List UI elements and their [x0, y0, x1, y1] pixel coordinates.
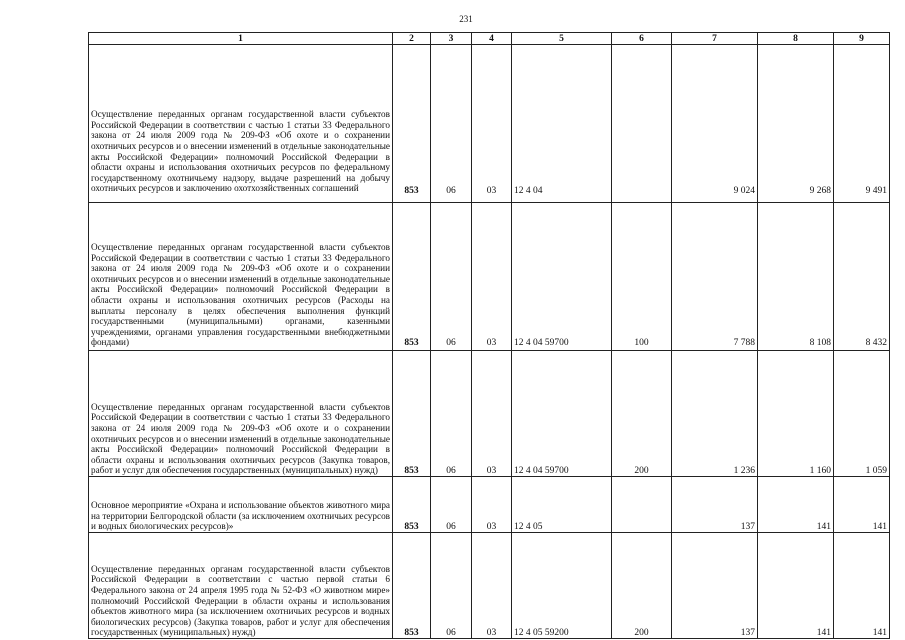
cell-amount-year-3: 1 059 [834, 351, 890, 477]
cell-expense-type: 200 [612, 533, 672, 639]
header-row [89, 33, 890, 45]
column-header-5: 5 [512, 33, 612, 45]
cell-amount-year-2: 141 [758, 477, 834, 533]
cell-amount-year-1: 137 [672, 477, 758, 533]
column-header-3: 3 [431, 33, 472, 45]
cell-admin-code: 853 [393, 45, 431, 203]
cell-section: 06 [431, 45, 472, 203]
cell-subsection: 03 [472, 351, 512, 477]
cell-target-article: 12 4 05 [512, 477, 612, 533]
row-description: Осуществление переданных органам государственной власти субъектов Российской Федерации в соответствии с частью 1 статьи 33 Федерального закона от 24 июля 2009 года № 209-ФЗ «Об охоте и о сохранении охотничьих ресурсов и о внесении изменений в отдельные законодательные акты Российской Федерации» полномочий Российской Федерации в области охраны и использования охотничьих ресурсов (Закупка товаров, работ и услуг для обеспечения государственных (муниципальных) нужд) [89, 351, 393, 477]
column-header-2: 2 [393, 33, 431, 45]
cell-target-article: 12 4 04 59700 [512, 203, 612, 351]
cell-amount-year-3: 141 [834, 533, 890, 639]
column-header-7: 7 [672, 33, 758, 45]
table-row [89, 351, 890, 477]
table-row [89, 477, 890, 533]
cell-admin-code: 853 [393, 533, 431, 639]
cell-expense-type: 200 [612, 351, 672, 477]
budget-table [88, 32, 890, 639]
cell-admin-code: 853 [393, 203, 431, 351]
cell-expense-type [612, 477, 672, 533]
row-description: Осуществление переданных органам государственной власти субъектов Российской Федерации в соответствии с частью 1 статьи 33 Федерального закона от 24 июля 2009 года № 209-ФЗ «Об охоте и о сохранении охотничьих ресурсов и о внесении изменений в отдельные законодательные акты Российской Федерации» полномочий Российской Федерации в области охраны и использования охотничьих ресурсов (Расходы на выплаты персоналу в целях обеспечения выполнения функций государственными (муниципальными) органами, казенными учреждениями, органами управления государственными внебюджетными фондами) [89, 203, 393, 351]
column-header-9: 9 [834, 33, 890, 45]
column-header-4: 4 [472, 33, 512, 45]
cell-subsection: 03 [472, 477, 512, 533]
column-header-8: 8 [758, 33, 834, 45]
column-header-6: 6 [612, 33, 672, 45]
cell-amount-year-2: 9 268 [758, 45, 834, 203]
cell-subsection: 03 [472, 533, 512, 639]
cell-target-article: 12 4 04 59700 [512, 351, 612, 477]
cell-amount-year-1: 7 788 [672, 203, 758, 351]
cell-amount-year-2: 1 160 [758, 351, 834, 477]
cell-target-article: 12 4 05 59200 [512, 533, 612, 639]
cell-amount-year-3: 141 [834, 477, 890, 533]
cell-amount-year-1: 1 236 [672, 351, 758, 477]
cell-admin-code: 853 [393, 351, 431, 477]
cell-amount-year-2: 8 108 [758, 203, 834, 351]
table-row [89, 533, 890, 639]
cell-amount-year-2: 141 [758, 533, 834, 639]
cell-target-article: 12 4 04 [512, 45, 612, 203]
cell-amount-year-3: 8 432 [834, 203, 890, 351]
column-header-1: 1 [89, 33, 393, 45]
cell-section: 06 [431, 351, 472, 477]
cell-subsection: 03 [472, 203, 512, 351]
cell-section: 06 [431, 533, 472, 639]
cell-amount-year-1: 137 [672, 533, 758, 639]
page-number: 231 [459, 14, 473, 24]
cell-expense-type: 100 [612, 203, 672, 351]
cell-section: 06 [431, 477, 472, 533]
cell-amount-year-1: 9 024 [672, 45, 758, 203]
row-description: Осуществление переданных органам государственной власти субъектов Российской Федерации в соответствии с частью 1 статьи 33 Федерального закона от 24 июля 2009 года № 209-ФЗ «Об охоте и о сохранении охотничьих ресурсов и о внесении изменений в отдельные законодательные акты Российской Федерации» полномочий Российской Федерации в области охраны и использования охотничьих ресурсов по федеральному государственному охотничьему надзору, выдаче разрешений на добычу охотничьих ресурсов и заключению охотхозяйственных соглашений [89, 45, 393, 203]
row-description: Основное мероприятие «Охрана и использование объектов животного мира на территории Белгородской области (за исключением охотничьих ресурсов и водных биологических ресурсов)» [89, 477, 393, 533]
cell-subsection: 03 [472, 45, 512, 203]
cell-amount-year-3: 9 491 [834, 45, 890, 203]
cell-section: 06 [431, 203, 472, 351]
table-row [89, 45, 890, 203]
cell-admin-code: 853 [393, 477, 431, 533]
table-row [89, 203, 890, 351]
row-description: Осуществление переданных органам государственной власти субъектов Российской Федерации в соответствии с частью первой статьи 6 Федерального закона от 24 апреля 1995 года № 52-ФЗ «О животном мире» полномочий Российской Федерации в области охраны и использования объектов животного мира (за исключением охотничьих ресурсов и водных биологических ресурсов) (Закупка товаров, работ и услуг для обеспечения государственных (муниципальных) нужд) [89, 533, 393, 639]
cell-expense-type [612, 45, 672, 203]
